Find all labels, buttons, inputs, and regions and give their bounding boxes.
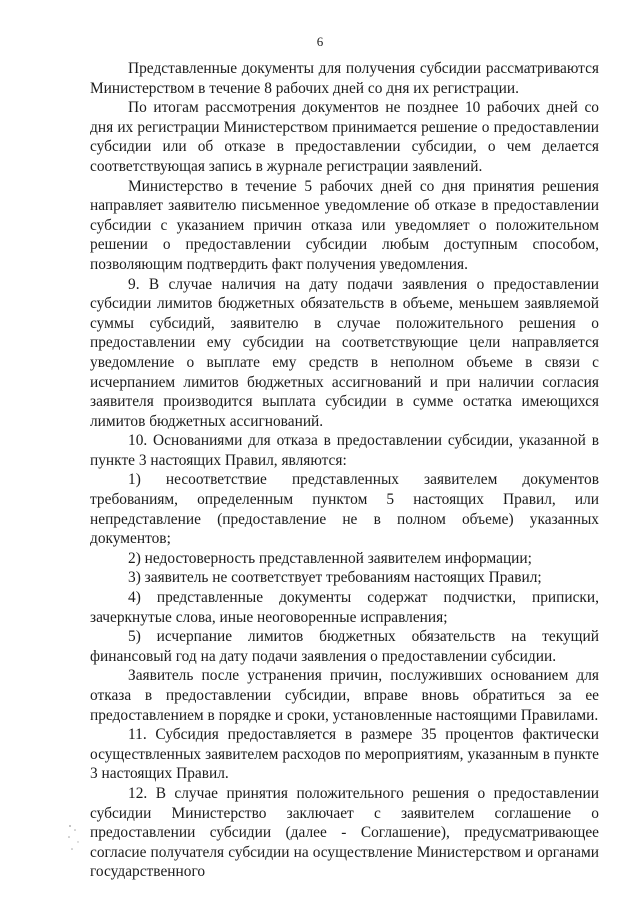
- paragraph: Министерство в течение 5 рабочих дней со дня принятия решения направляет заявителю письменное уведомление об отказе в предоставлении субсидии с указанием причин отказа или уведомляет о положительном решении о предоставлении субсидии любым доступным способом, позволяющим подтвердить факт получения уведомления.: [90, 177, 599, 273]
- subitem-5: 5) исчерпание лимитов бюджетных обязательств на текущий финансовый год на дату подачи заявления о предоставлении субсидии.: [90, 628, 599, 665]
- subitem-3: 3) заявитель не соответствует требованиям настоящих Правил;: [128, 569, 542, 587]
- scan-artifact-marks: [66, 820, 86, 860]
- subitem-4: 4) представленные документы содержат подчистки, приписки, зачеркнутые слова, иные неоговоренные исправления;: [90, 589, 599, 626]
- page-number: 6: [316, 34, 324, 49]
- paragraph-item-10: 10. Основаниями для отказа в предоставлении субсидии, указанной в пункте 3 настоящих Правил, являются:: [90, 432, 599, 469]
- paragraph: Заявитель после устранения причин, послуживших основанием для отказа в предоставлении субсидии, вправе вновь обратиться за ее предоставлением в порядке и сроки, установленные настоящими Правилами.: [90, 667, 599, 724]
- subitem-2: 2) недостоверность представленной заявителем информации;: [128, 549, 532, 567]
- paragraph-item-11: 11. Субсидия предоставляется в размере 35 процентов фактически осуществленных заявителем расходов по мероприятиям, указанным в пункте 3 настоящих Правил.: [90, 726, 599, 783]
- paragraph-item-9: 9. В случае наличия на дату подачи заявления о предоставлении субсидии лимитов бюджетных обязательств в объеме, меньшем заявляемой суммы субсидий, заявителю в случае положительного решения о предоставлении ему субсидии на соответствующие цели направляется уведомление о выплате ему средств в неполном объеме в связи с исчерпанием лимитов бюджетных ассигнований и при наличии согласия заявителя производится выплата субсидии в сумме остатка имеющихся лимитов бюджетных ассигнований.: [90, 275, 599, 430]
- paragraph: Представленные документы для получения субсидии рассматриваются Министерством в течение 8 рабочих дней со дня их регистрации.: [90, 60, 599, 97]
- paragraph-item-12: 12. В случае принятия положительного решения о предоставлении субсидии Министерство заключает с заявителем соглашение о предоставлении субсидии (далее - Соглашение), предусматривающее согласие получателя субсидии на осуществление Министерством и органами государственного: [90, 784, 599, 881]
- paragraph: По итогам рассмотрения документов не позднее 10 рабочих дней со дня их регистрации Министерством принимается решение о предоставлении субсидии или об отказе в предоставлении субсидии, о чем делается соответствующая запись в журнале регистрации заявлений.: [90, 99, 599, 175]
- subitem-1: 1) несоответствие представленных заявителем документов требованиям, определенным пунктом 5 настоящих Правил, или непредставление (предоставление не в полном объеме) указанных документов;: [90, 471, 599, 548]
- document-body: [90, 59, 599, 882]
